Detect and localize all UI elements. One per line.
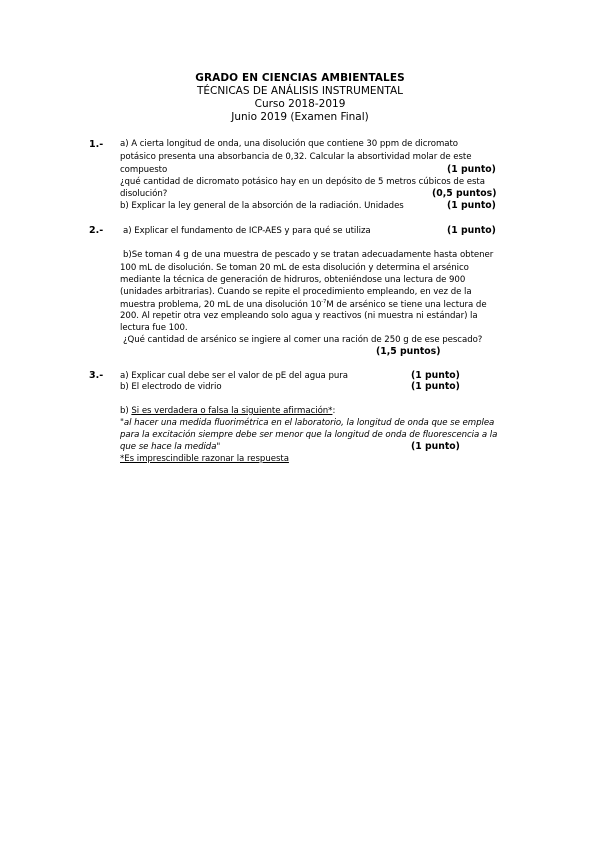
q2-b-line1: b)Se toman 4 g de una muestra de pescado y se tratan adecuadamente hasta obtener <box>123 250 494 260</box>
q3-b2-line <box>120 406 335 416</box>
q2-a-line: a) Explicar el fundamento de ICP-AES y para qué se utiliza <box>123 226 371 236</box>
q2-b-line5-end: M de arsénico se tiene una lectura de <box>326 300 487 310</box>
q1-a-line4: ¿qué cantidad de dicromato potásico hay en un depósito de 5 metros cúbicos de esta <box>120 177 485 187</box>
exam-subject: TÉCNICAS DE ANÁLISIS INSTRUMENTAL <box>196 85 404 97</box>
q3-b1-points: (1 punto) <box>411 381 460 392</box>
q2-b-line4: (unidades arbitrarias). Cuando se repite el procedimiento empleando, en vez de la <box>120 287 472 297</box>
q3-b2-statement-label: Si es verdadera o falsa la siguiente afirmación* <box>131 406 333 416</box>
q1-a-line5: disolución? <box>120 189 168 199</box>
q2-b-line5-start: muestra problema, 20 mL de una disolución 10 <box>120 300 322 310</box>
q2-a-points: (1 punto) <box>447 225 496 236</box>
q2-b-points: (1,5 puntos) <box>376 346 441 357</box>
q1-b-points: (1 punto) <box>447 200 496 211</box>
q3-quote-line2: para la excitación siempre debe ser menor que la longitud de onda de fluorescencia a la <box>120 430 498 440</box>
q3-quote-line3: que se hace la medida" <box>120 442 221 452</box>
q1-a-line2: potásico presenta una absorbancia de 0,32. Calcular la absortividad molar de este <box>120 152 472 162</box>
q3-quote-line1: "al hacer una medida fluorimétrica en el laboratorio, la longitud de onda que se emplea <box>120 418 495 428</box>
q3-b1-line: b) El electrodo de vidrio <box>120 382 222 392</box>
question-2-number: 2.- <box>89 225 104 236</box>
q3-a-points: (1 punto) <box>411 370 460 381</box>
q2-b-line8: ¿Qué cantidad de arsénico se ingiere al comer una ración de 250 g de ese pescado? <box>123 335 483 345</box>
q1-a-line1: a) A cierta longitud de onda, una disolución que contiene 30 ppm de dicromato <box>120 139 459 149</box>
q3-a-line: a) Explicar cual debe ser el valor de pE del agua pura <box>120 371 348 381</box>
q3-note: *Es imprescindible razonar la respuesta <box>120 454 289 464</box>
q2-b-line3: mediante la técnica de generación de hidruros, obteniéndose una lectura de 900 <box>120 275 466 285</box>
q3-b2-prefix: b) <box>120 406 132 416</box>
q1-a-points2: (0,5 puntos) <box>432 188 497 199</box>
q3-b2-colon: : <box>332 406 336 416</box>
q2-b-line7: lectura fue 100. <box>120 323 188 333</box>
q1-b-line: b) Explicar la ley general de la absorción de la radiación. Unidades <box>120 201 404 211</box>
q1-a-points1: (1 punto) <box>447 164 496 175</box>
q2-b-line5-exponent: -7 <box>321 299 327 305</box>
exam-title: GRADO EN CIENCIAS AMBIENTALES <box>195 72 405 84</box>
exam-session: Junio 2019 (Examen Final) <box>231 111 369 123</box>
q1-a-line3: compuesto <box>120 165 168 175</box>
q2-b-line5 <box>120 299 487 310</box>
q2-b-line2: 100 mL de disolución. Se toman 20 mL de esta disolución y determina el arsénico <box>120 263 469 273</box>
question-3-number: 3.- <box>89 370 104 381</box>
q2-b-line6: 200. Al repetir otra vez empleando solo agua y reactivos (ni muestra ni estándar) la <box>120 311 478 321</box>
exam-course: Curso 2018-2019 <box>254 98 346 110</box>
question-1-number: 1.- <box>89 139 104 150</box>
q3-b2-points: (1 punto) <box>411 441 460 452</box>
